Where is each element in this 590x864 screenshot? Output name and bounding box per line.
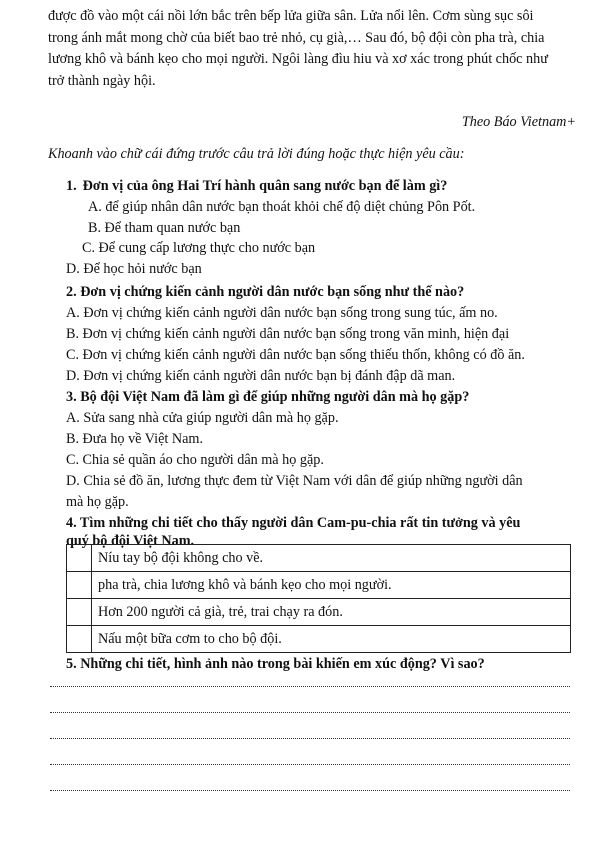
- answer-box[interactable]: [67, 599, 92, 626]
- table-cell: Hơn 200 người cả già, trẻ, trai chạy ra đón.: [92, 599, 571, 626]
- question-4: 4. Tìm những chi tiết cho thấy người dân Cam-pu-chia rất tin tưởng và yêu: [66, 515, 521, 531]
- answer-line[interactable]: [50, 790, 570, 791]
- question-3: 3. Bộ đội Việt Nam đã làm gì để giúp những người dân mà họ gặp?: [66, 389, 470, 405]
- question-2: 2. Đơn vị chứng kiến cảnh người dân nước bạn sống như thế nào?: [66, 284, 465, 300]
- question-text: Đơn vị của ông Hai Trí hành quân sang nước bạn để làm gì?: [82, 178, 448, 194]
- table-row: [67, 626, 571, 653]
- question-4-cont: quý bộ đội Việt Nam.: [66, 533, 195, 549]
- question-5: 5. Những chi tiết, hình ảnh nào trong bài khiến em xúc động? Vì sao?: [66, 656, 485, 672]
- question-number: 1.: [66, 178, 77, 194]
- table-row: [67, 599, 571, 626]
- table-cell: Níu tay bộ đội không cho về.: [92, 545, 571, 572]
- answer-box[interactable]: [67, 572, 92, 599]
- passage-line: lương khô và bánh kẹo cho mọi người. Ngôi làng đìu hiu và xơ xác trong phút chốc như: [48, 51, 548, 67]
- option-3c[interactable]: C. Chia sẻ quần áo cho người dân mà họ gặp.: [66, 452, 324, 468]
- table-cell: pha trà, chia lương khô và bánh kẹo cho mọi người.: [92, 572, 571, 599]
- option-3d[interactable]: D. Chia sẻ đồ ăn, lương thực đem từ Việt Nam với dân để giúp những người dân: [66, 473, 523, 489]
- option-2d[interactable]: D. Đơn vị chứng kiến cảnh người dân nước bạn bị đánh đập dã man.: [66, 368, 456, 384]
- table-cell: Nấu một bữa cơm to cho bộ đội.: [92, 626, 571, 653]
- detail-table: [66, 544, 571, 653]
- option-3b[interactable]: B. Đưa họ về Việt Nam.: [66, 431, 203, 447]
- answer-line[interactable]: [50, 738, 570, 739]
- option-1c[interactable]: C. Để cung cấp lương thực cho nước bạn: [82, 240, 316, 256]
- passage-line: trở thành ngày hội.: [48, 72, 156, 89]
- option-3d-cont[interactable]: mà họ gặp.: [66, 494, 129, 510]
- passage-source: Theo Báo Vietnam+: [461, 114, 576, 130]
- option-2c[interactable]: C. Đơn vị chứng kiến cảnh người dân nước bạn sống thiếu thốn, không có đồ ăn.: [66, 347, 525, 363]
- table-row: [67, 572, 571, 599]
- answer-line[interactable]: [50, 764, 570, 765]
- reading-passage: [48, 6, 580, 92]
- option-1a[interactable]: A. để giúp nhân dân nước bạn thoát khỏi chế độ diệt chủng Pôn Pốt.: [88, 199, 476, 215]
- answer-box[interactable]: [67, 545, 92, 572]
- instruction: Khoanh vào chữ cái đứng trước câu trả lời đúng hoặc thực hiện yêu cầu:: [48, 146, 465, 162]
- answer-line[interactable]: [50, 712, 570, 713]
- option-1d[interactable]: D. Để học hỏi nước bạn: [66, 261, 202, 277]
- passage-line: được đồ vào một cái nồi lớn bắc trên bếp lửa giữa sân. Lửa nổi lên. Cơm sùng sục sôi: [48, 8, 534, 24]
- passage-line: trong ánh mắt mong chờ của biết bao trẻ nhỏ, cụ già,… Sau đó, bộ đội còn pha trà, chia: [48, 29, 545, 46]
- answer-line[interactable]: [50, 686, 570, 687]
- option-3a[interactable]: A. Sửa sang nhà cửa giúp người dân mà họ gặp.: [66, 410, 339, 426]
- option-2a[interactable]: A. Đơn vị chứng kiến cảnh người dân nước bạn sống trong sung túc, ấm no.: [66, 305, 498, 321]
- question-1: [66, 178, 447, 195]
- answer-box[interactable]: [67, 626, 92, 653]
- option-1b[interactable]: B. Để tham quan nước bạn: [88, 220, 241, 236]
- table-row: [67, 545, 571, 572]
- option-2b[interactable]: B. Đơn vị chứng kiến cảnh người dân nước bạn sống trong văn minh, hiện đại: [66, 326, 510, 342]
